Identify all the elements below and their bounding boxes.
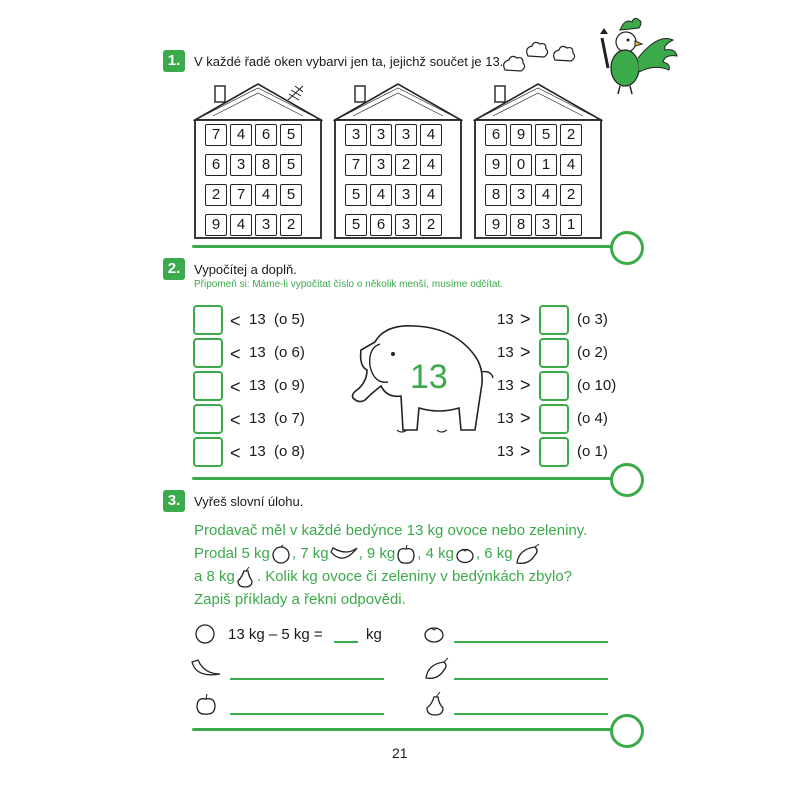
difference: (o 10) — [577, 377, 617, 394]
compare-number: 13 — [497, 410, 514, 427]
window-cell[interactable]: 3 — [395, 184, 417, 206]
task1-separator — [192, 245, 612, 248]
window-grid — [345, 124, 442, 236]
apple-icon — [194, 692, 218, 716]
page-number: 21 — [392, 745, 408, 761]
window-cell[interactable]: 1 — [560, 214, 582, 236]
orange-icon — [193, 622, 217, 644]
window-cell[interactable]: 3 — [370, 154, 392, 176]
window-cell[interactable]: 8 — [255, 154, 277, 176]
compare-number: 13 — [497, 344, 514, 361]
window-grid — [205, 124, 302, 236]
task2-number: 2. — [163, 258, 185, 280]
answer-line[interactable] — [334, 641, 358, 643]
compare-number: 13 — [497, 443, 514, 460]
window-cell[interactable]: 3 — [255, 214, 277, 236]
tomato-icon — [454, 544, 476, 564]
answer-line[interactable] — [230, 713, 384, 715]
task3-separator-circle — [610, 714, 644, 748]
compare-sign: > — [520, 441, 531, 461]
difference: (o 2) — [577, 344, 608, 361]
compare-sign: < — [230, 344, 241, 364]
story-text: , 6 kg — [475, 545, 513, 562]
answer-line[interactable] — [454, 641, 608, 643]
window-cell[interactable]: 5 — [345, 184, 367, 206]
answer-box[interactable] — [193, 371, 223, 401]
answer-box[interactable] — [539, 305, 569, 335]
window-cell[interactable]: 9 — [485, 214, 507, 236]
story-line-1: Prodavač měl v každé bedýnce 13 kg ovoce nebo zeleniny. — [194, 522, 588, 539]
story-line-2 — [194, 543, 541, 565]
task1-separator-circle — [610, 231, 644, 265]
difference: (o 7) — [274, 410, 305, 427]
window-cell[interactable]: 5 — [535, 124, 557, 146]
difference: (o 3) — [577, 311, 608, 328]
window-cell[interactable]: 4 — [370, 184, 392, 206]
compare-sign: < — [230, 443, 241, 463]
task2-hint: Připomeň si: Máme-li vypočítat číslo o několik menší, musíme odčítat. — [194, 279, 503, 290]
answer-box[interactable] — [193, 437, 223, 467]
task3-number: 3. — [163, 490, 185, 512]
window-cell[interactable]: 9 — [205, 214, 227, 236]
window-cell[interactable]: 9 — [510, 124, 532, 146]
story-text: Prodal 5 kg — [194, 545, 270, 562]
answer-box[interactable] — [539, 371, 569, 401]
window-cell[interactable]: 2 — [560, 124, 582, 146]
window-cell[interactable]: 5 — [345, 214, 367, 236]
window-cell[interactable]: 5 — [280, 154, 302, 176]
compare-sign: < — [230, 410, 241, 430]
window-cell[interactable]: 4 — [230, 124, 252, 146]
compare-sign: > — [520, 375, 531, 395]
task2-separator — [192, 477, 612, 480]
window-cell[interactable]: 3 — [370, 124, 392, 146]
pepper-icon — [422, 656, 450, 680]
window-cell[interactable]: 7 — [205, 124, 227, 146]
window-grid — [485, 124, 582, 236]
window-cell[interactable]: 3 — [535, 214, 557, 236]
window-cell[interactable]: 9 — [485, 154, 507, 176]
window-cell[interactable]: 3 — [230, 154, 252, 176]
window-cell[interactable]: 6 — [255, 124, 277, 146]
example-unit: kg — [366, 626, 382, 643]
example-equation: 13 kg – 5 kg = — [228, 626, 323, 643]
pear-icon — [235, 566, 257, 588]
apple-icon — [395, 543, 417, 565]
compare-sign: > — [520, 408, 531, 428]
banana-icon — [190, 658, 222, 680]
window-cell[interactable]: 4 — [535, 184, 557, 206]
window-cell[interactable]: 3 — [395, 124, 417, 146]
house — [333, 80, 463, 240]
window-cell[interactable]: 5 — [280, 124, 302, 146]
task2-title: Vypočítej a doplň. — [194, 262, 297, 277]
difference: (o 9) — [274, 377, 305, 394]
tomato-icon — [422, 622, 446, 644]
task1-title: V každé řadě oken vybarvi jen ta, jejichž součet je 13. — [194, 54, 504, 69]
story-text: , 7 kg — [291, 545, 329, 562]
compare-number: 13 — [249, 410, 266, 427]
story-text: . Kolik kg ovoce či zeleniny v bedýnkách zbylo? — [256, 568, 573, 585]
window-cell[interactable]: 2 — [280, 214, 302, 236]
window-cell[interactable]: 4 — [255, 184, 277, 206]
difference: (o 5) — [274, 311, 305, 328]
smoke-illustration — [500, 40, 580, 80]
window-cell[interactable]: 4 — [560, 154, 582, 176]
window-cell[interactable]: 4 — [230, 214, 252, 236]
compare-number: 13 — [249, 443, 266, 460]
pear-icon — [424, 690, 448, 716]
compare-sign: > — [520, 342, 531, 362]
orange-icon — [270, 544, 292, 564]
answer-line[interactable] — [230, 678, 384, 680]
answer-line[interactable] — [454, 678, 608, 680]
story-text: , 9 kg — [358, 545, 396, 562]
window-cell[interactable]: 6 — [485, 124, 507, 146]
window-cell[interactable]: 8 — [485, 184, 507, 206]
task2-separator-circle — [610, 463, 644, 497]
compare-number: 13 — [249, 311, 266, 328]
window-cell[interactable]: 2 — [560, 184, 582, 206]
story-line-3 — [194, 566, 572, 588]
difference: (o 6) — [274, 344, 305, 361]
difference: (o 4) — [577, 410, 608, 427]
story-text: a 8 kg — [194, 568, 235, 585]
compare-number: 13 — [249, 344, 266, 361]
pepper-icon — [513, 543, 541, 565]
window-cell[interactable]: 2 — [395, 154, 417, 176]
window-cell[interactable]: 2 — [205, 184, 227, 206]
window-cell[interactable]: 3 — [345, 124, 367, 146]
story-text: , 4 kg — [417, 545, 454, 562]
task3-title: Vyřeš slovní úlohu. — [194, 494, 304, 509]
compare-number: 13 — [497, 311, 514, 328]
difference: (o 8) — [274, 443, 305, 460]
answer-box[interactable] — [539, 338, 569, 368]
window-cell[interactable]: 6 — [370, 214, 392, 236]
rooster-illustration — [590, 10, 680, 95]
answer-box[interactable] — [539, 404, 569, 434]
task3-separator — [192, 728, 612, 731]
window-cell[interactable]: 3 — [395, 214, 417, 236]
window-cell[interactable]: 4 — [420, 154, 442, 176]
answer-box[interactable] — [539, 437, 569, 467]
banana-icon — [329, 544, 359, 564]
task1-number: 1. — [163, 50, 185, 72]
window-cell[interactable]: 6 — [205, 154, 227, 176]
window-cell[interactable]: 7 — [230, 184, 252, 206]
window-cell[interactable]: 0 — [510, 154, 532, 176]
house — [473, 80, 603, 240]
answer-line[interactable] — [454, 713, 608, 715]
difference: (o 1) — [577, 443, 608, 460]
window-cell[interactable]: 7 — [345, 154, 367, 176]
window-cell[interactable]: 8 — [510, 214, 532, 236]
window-cell[interactable]: 5 — [280, 184, 302, 206]
answer-box[interactable] — [193, 404, 223, 434]
elephant-number: 13 — [410, 358, 448, 396]
window-cell[interactable]: 4 — [420, 184, 442, 206]
compare-sign: < — [230, 377, 241, 397]
window-cell[interactable]: 3 — [510, 184, 532, 206]
window-cell[interactable]: 1 — [535, 154, 557, 176]
compare-number: 13 — [497, 377, 514, 394]
house — [193, 80, 323, 240]
window-cell[interactable]: 4 — [420, 124, 442, 146]
compare-sign: < — [230, 311, 241, 331]
answer-box[interactable] — [193, 305, 223, 335]
window-cell[interactable]: 2 — [420, 214, 442, 236]
story-line-4: Zapiš příklady a řekni odpovědi. — [194, 591, 406, 608]
answer-box[interactable] — [193, 338, 223, 368]
compare-sign: > — [520, 309, 531, 329]
compare-number: 13 — [249, 377, 266, 394]
